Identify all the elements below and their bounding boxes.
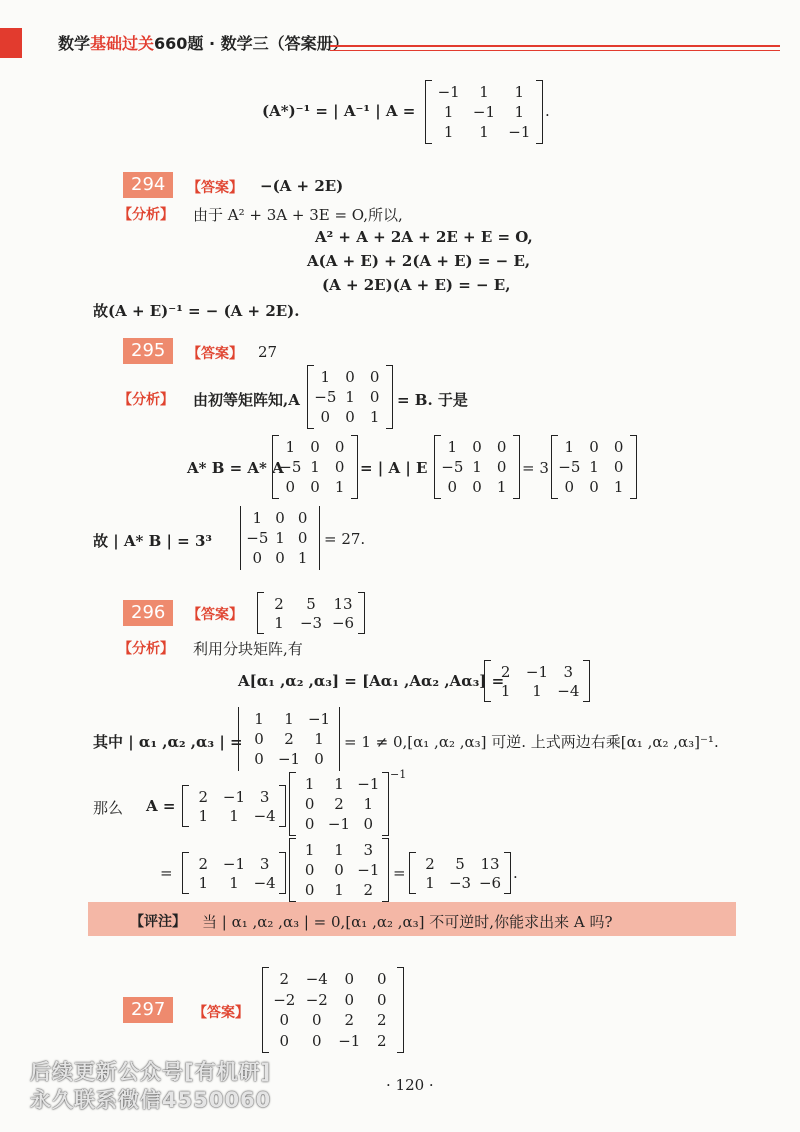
matrix-cell: 0 <box>376 990 387 1009</box>
matrix-cell: 1 <box>304 775 315 793</box>
matrix-cell: 1 <box>284 710 294 728</box>
answer-tag: 【答案】 <box>187 607 243 623</box>
matrix-cell: 1 <box>479 123 489 141</box>
matrix-cell: 1 <box>334 841 344 859</box>
matrix-cell: 1 <box>314 730 324 748</box>
matrix-cell: −5 <box>246 529 269 547</box>
matrix-cell: 0 <box>369 388 380 406</box>
analysis-295-intro-b: = B. 于是 <box>397 391 468 409</box>
matrix-cell: 0 <box>472 478 482 496</box>
matrix-cell: 1 <box>198 806 209 825</box>
matrix-cell: 1 <box>285 438 296 456</box>
matrix-cell: 2 <box>284 730 294 748</box>
matrix-295-b <box>434 435 520 499</box>
problem-badge-294: 294 <box>123 172 173 198</box>
matrix-cell: 0 <box>589 478 599 496</box>
det-296-rhs: = 1 ≠ 0,[α₁ ,α₂ ,α₃] 可逆. 上式两边右乘[α₁ ,α₂ ,α₃]⁻¹. <box>344 733 719 751</box>
matrix-295-c <box>551 435 637 499</box>
problem-badge-296: 296 <box>123 600 173 626</box>
matrix-cell: −1 <box>472 103 496 121</box>
determinant-295 <box>240 506 320 570</box>
matrix-cell: −4 <box>557 681 580 700</box>
matrix-cell: 2 <box>279 970 290 989</box>
analysis-294-line1: 由于 A² + 3A + 3E = O,所以, <box>193 206 403 224</box>
determinant-bar-right <box>339 707 340 771</box>
matrix-cell: 2 <box>198 854 209 873</box>
matrix-cell: 0 <box>334 438 345 456</box>
matrix-cell: 2 <box>334 795 344 813</box>
matrix-cell: 1 <box>369 408 380 426</box>
bracket-right <box>351 435 358 499</box>
inverse-matrix-296 <box>289 838 389 902</box>
matrix-cell: −1 <box>277 750 301 768</box>
header-rule <box>330 45 780 47</box>
det-matrix-296-inverse-src <box>289 772 389 836</box>
matrix-cell: 0 <box>297 509 308 527</box>
analysis-296-eq1-lhs: A[α₁ ,α₂ ,α₃] = [Aα₁ ,Aα₂ ,Aα₃] = <box>238 672 505 690</box>
matrix-cell: 1 <box>320 368 331 386</box>
answer-294: −(A + 2E) <box>260 177 344 195</box>
matrix-cell: −1 <box>338 1031 361 1050</box>
analysis-tag: 【分析】 <box>118 641 174 657</box>
then-label: 那么 <box>93 799 124 817</box>
analysis-294-line3: A(A + E) + 2(A + E) = − E, <box>307 252 531 270</box>
analysis-295-eq-mid2: = 3 <box>522 459 549 477</box>
det-296-lhs: 其中 | α₁ ,α₂ ,α₃ | = <box>93 733 243 751</box>
matrix-cell: 1 <box>274 613 284 632</box>
matrix-cell: −5 <box>279 458 302 476</box>
result-matrix-296 <box>409 852 511 894</box>
matrix-cell: 2 <box>274 594 284 613</box>
matrix-cell: 1 <box>514 83 525 101</box>
determinant-bar-left <box>238 707 239 771</box>
matrix-cell: −1 <box>437 83 460 101</box>
elementary-matrix <box>307 365 393 429</box>
bracket-right <box>386 365 393 429</box>
header-rule-thin <box>330 50 780 51</box>
matrix-cell: −1 <box>222 854 246 873</box>
result-end: . <box>513 864 518 882</box>
matrix-cell: 0 <box>304 815 315 833</box>
matrix-cell: 0 <box>254 750 264 768</box>
watermark-line1: 后续更新公众号[有机研] <box>30 1060 272 1084</box>
matrix-cell: 0 <box>285 478 296 496</box>
matrix-cell: 1 <box>613 478 624 496</box>
matrix-cell: 0 <box>275 549 285 567</box>
matrix-cell: −5 <box>558 458 581 476</box>
matrix-cell: 0 <box>279 1011 290 1030</box>
matrix-cell: 0 <box>447 478 458 496</box>
answer-tag: 【答案】 <box>187 346 243 362</box>
matrix-cell: 1 <box>334 881 344 899</box>
matrix-cell: 1 <box>500 681 511 700</box>
matrix-cell: 1 <box>310 458 320 476</box>
matrix-cell: 2 <box>198 787 209 806</box>
bracket-right <box>382 772 389 836</box>
det-matrix-296 <box>238 707 340 771</box>
determinant-bar-left <box>240 506 241 570</box>
inverse-superscript: −1 <box>390 768 407 781</box>
matrix-cell: −2 <box>305 990 328 1009</box>
matrix-cell: 0 <box>589 438 599 456</box>
matrix-cell: 0 <box>310 438 320 456</box>
matrix-cell: 0 <box>279 1031 290 1050</box>
matrix-cell: 1 <box>472 458 482 476</box>
matrix-cell: −4 <box>253 873 276 892</box>
matrix-cell: 0 <box>369 368 380 386</box>
top-formula-end: . <box>545 102 550 120</box>
matrix-cell: 1 <box>479 83 489 101</box>
matrix-cell: −6 <box>331 613 355 632</box>
matrix-cell: 0 <box>496 458 507 476</box>
problem-badge-295: 295 <box>123 338 173 364</box>
eq-sign-2: = <box>393 864 406 882</box>
matrix-cell: 0 <box>304 861 315 879</box>
watermark-line2: 永久联系微信4550060 <box>30 1088 272 1112</box>
matrix-cell: −2 <box>273 990 296 1009</box>
matrix-cell: 1 <box>229 873 239 892</box>
matrix-cell: 1 <box>425 873 435 892</box>
matrix-cell: 0 <box>252 549 263 567</box>
matrix-cell: 0 <box>344 970 355 989</box>
analysis-294-line4: (A + 2E)(A + E) = − E, <box>322 276 511 294</box>
matrix-cell: −3 <box>299 613 323 632</box>
matrix-cell: 2 <box>376 1031 387 1050</box>
matrix-cell: −6 <box>478 873 502 892</box>
matrix-cell: 1 <box>198 873 209 892</box>
matrix-cell: 0 <box>363 815 374 833</box>
matrix-cell: 0 <box>345 368 355 386</box>
matrix-cell: 0 <box>304 795 315 813</box>
matrix-cell: 13 <box>480 854 500 873</box>
matrix-cell: 0 <box>613 458 624 476</box>
matrix-cell: 1 <box>275 529 285 547</box>
analysis-295-eq-mid1: = | A | E <box>360 459 428 477</box>
matrix-cell: 0 <box>496 438 507 456</box>
matrix-cell: 1 <box>447 438 458 456</box>
matrix-cell: 1 <box>532 681 542 700</box>
matrix-cell: 3 <box>363 841 374 859</box>
page-number: · 120 · <box>386 1076 434 1094</box>
matrix-cell: −4 <box>253 806 276 825</box>
matrix-cell: 13 <box>333 594 353 613</box>
matrix-cell: 0 <box>254 730 264 748</box>
matrix-cell: 1 <box>514 103 525 121</box>
matrix-cell: −5 <box>314 388 337 406</box>
matrix-cell: 0 <box>344 990 355 1009</box>
top-formula-lhs: (A*)⁻¹ = | A⁻¹ | A = <box>262 102 416 120</box>
matrix-cell: 0 <box>564 478 575 496</box>
conclusion-295-a: 故 | A* B | = 3³ <box>93 532 212 550</box>
answer-tag: 【答案】 <box>187 180 243 196</box>
header-title: 数学基础过关660题 · 数学三（答案册） <box>58 34 349 53</box>
matrix-cell: 0 <box>297 529 308 547</box>
bracket-right <box>630 435 637 499</box>
bracket-right <box>513 435 520 499</box>
matrix-cell: 0 <box>334 458 345 476</box>
matrix-cell: 2 <box>425 854 435 873</box>
analysis-296-line1: 利用分块矩阵,有 <box>193 640 303 658</box>
bracket-right <box>358 592 365 634</box>
matrix-cell: 2 <box>363 881 374 899</box>
matrix-cell: −1 <box>222 787 246 806</box>
matrix-cell: −1 <box>508 123 531 141</box>
conclusion-294: 故(A + E)⁻¹ = − (A + 2E). <box>93 302 300 320</box>
bracket-right <box>504 852 511 894</box>
matrix-cell: 0 <box>311 1031 322 1050</box>
answer-matrix-297 <box>262 967 404 1053</box>
matrix-cell: 1 <box>443 103 454 121</box>
matrix-cell: 1 <box>363 795 374 813</box>
matrix-cell: 1 <box>334 478 345 496</box>
matrix-cell: −1 <box>327 815 351 833</box>
bracket-right <box>397 967 404 1053</box>
matrix-295-a <box>272 435 358 499</box>
analysis-tag: 【分析】 <box>118 207 174 223</box>
answer-matrix-296 <box>257 592 365 634</box>
matrix-cell: 1 <box>443 123 454 141</box>
matrix-cell: 0 <box>376 970 387 989</box>
matrix-cell: 2 <box>376 1011 387 1030</box>
then-eq: A = <box>146 797 176 815</box>
answer-295: 27 <box>258 343 278 361</box>
matrix-cell: 3 <box>259 854 270 873</box>
problem-badge-297: 297 <box>123 997 173 1023</box>
rhs-matrix-296 <box>484 660 590 702</box>
matrix-cell: −5 <box>441 458 464 476</box>
analysis-tag: 【分析】 <box>118 392 174 408</box>
matrix-cell: 5 <box>306 594 316 613</box>
eq-sign: = <box>160 864 173 882</box>
matrix-cell: 3 <box>259 787 270 806</box>
answer-tag: 【答案】 <box>193 1005 249 1021</box>
rhs-matrix-296-b <box>182 785 286 827</box>
bracket-right <box>536 80 543 144</box>
bracket-right <box>279 785 286 827</box>
matrix-cell: 1 <box>564 438 575 456</box>
matrix-cell: 3 <box>563 662 574 681</box>
matrix-cell: 0 <box>310 478 320 496</box>
matrix-cell: 1 <box>334 775 344 793</box>
bracket-right <box>583 660 590 702</box>
matrix-cell: 1 <box>496 478 507 496</box>
matrix-cell: 2 <box>500 662 511 681</box>
remark-text: 当 | α₁ ,α₂ ,α₃ | = 0,[α₁ ,α₂ ,α₃] 不可逆时,你能求出来 A 吗? <box>202 913 613 931</box>
matrix-cell: 0 <box>314 750 324 768</box>
determinant-bar-right <box>319 506 320 570</box>
matrix-cell: 0 <box>311 1011 322 1030</box>
matrix-cell: 0 <box>472 438 482 456</box>
matrix-cell: 1 <box>304 841 315 859</box>
matrix-cell: −4 <box>305 970 328 989</box>
matrix-cell: 2 <box>344 1011 355 1030</box>
matrix-cell: 0 <box>334 861 344 879</box>
bracket-right <box>382 838 389 902</box>
matrix-cell: 1 <box>254 710 264 728</box>
matrix-cell: −1 <box>307 710 331 728</box>
matrix-cell: 0 <box>320 408 331 426</box>
top-matrix <box>425 80 543 144</box>
matrix-cell: 1 <box>345 388 355 406</box>
matrix-cell: −3 <box>448 873 472 892</box>
rhs-matrix-296-c <box>182 852 286 894</box>
matrix-cell: 5 <box>455 854 465 873</box>
matrix-cell: 0 <box>345 408 355 426</box>
matrix-cell: 1 <box>589 458 599 476</box>
matrix-cell: −1 <box>357 861 380 879</box>
bracket-right <box>279 852 286 894</box>
remark-tag: 【评注】 <box>130 914 186 930</box>
matrix-cell: −1 <box>525 662 549 681</box>
analysis-295-eq-lhs: A* B = A* A <box>187 459 284 477</box>
matrix-cell: 1 <box>229 806 239 825</box>
matrix-cell: 0 <box>304 881 315 899</box>
matrix-cell: 1 <box>252 509 263 527</box>
matrix-cell: −1 <box>357 775 380 793</box>
matrix-cell: 0 <box>275 509 285 527</box>
conclusion-295-b: = 27. <box>324 530 366 548</box>
header-red-bar <box>0 28 22 58</box>
matrix-cell: 0 <box>613 438 624 456</box>
analysis-295-intro-a: 由初等矩阵知,A <box>193 391 300 409</box>
analysis-294-line2: A² + A + 2A + 2E + E = O, <box>315 228 533 246</box>
matrix-cell: 1 <box>297 549 308 567</box>
